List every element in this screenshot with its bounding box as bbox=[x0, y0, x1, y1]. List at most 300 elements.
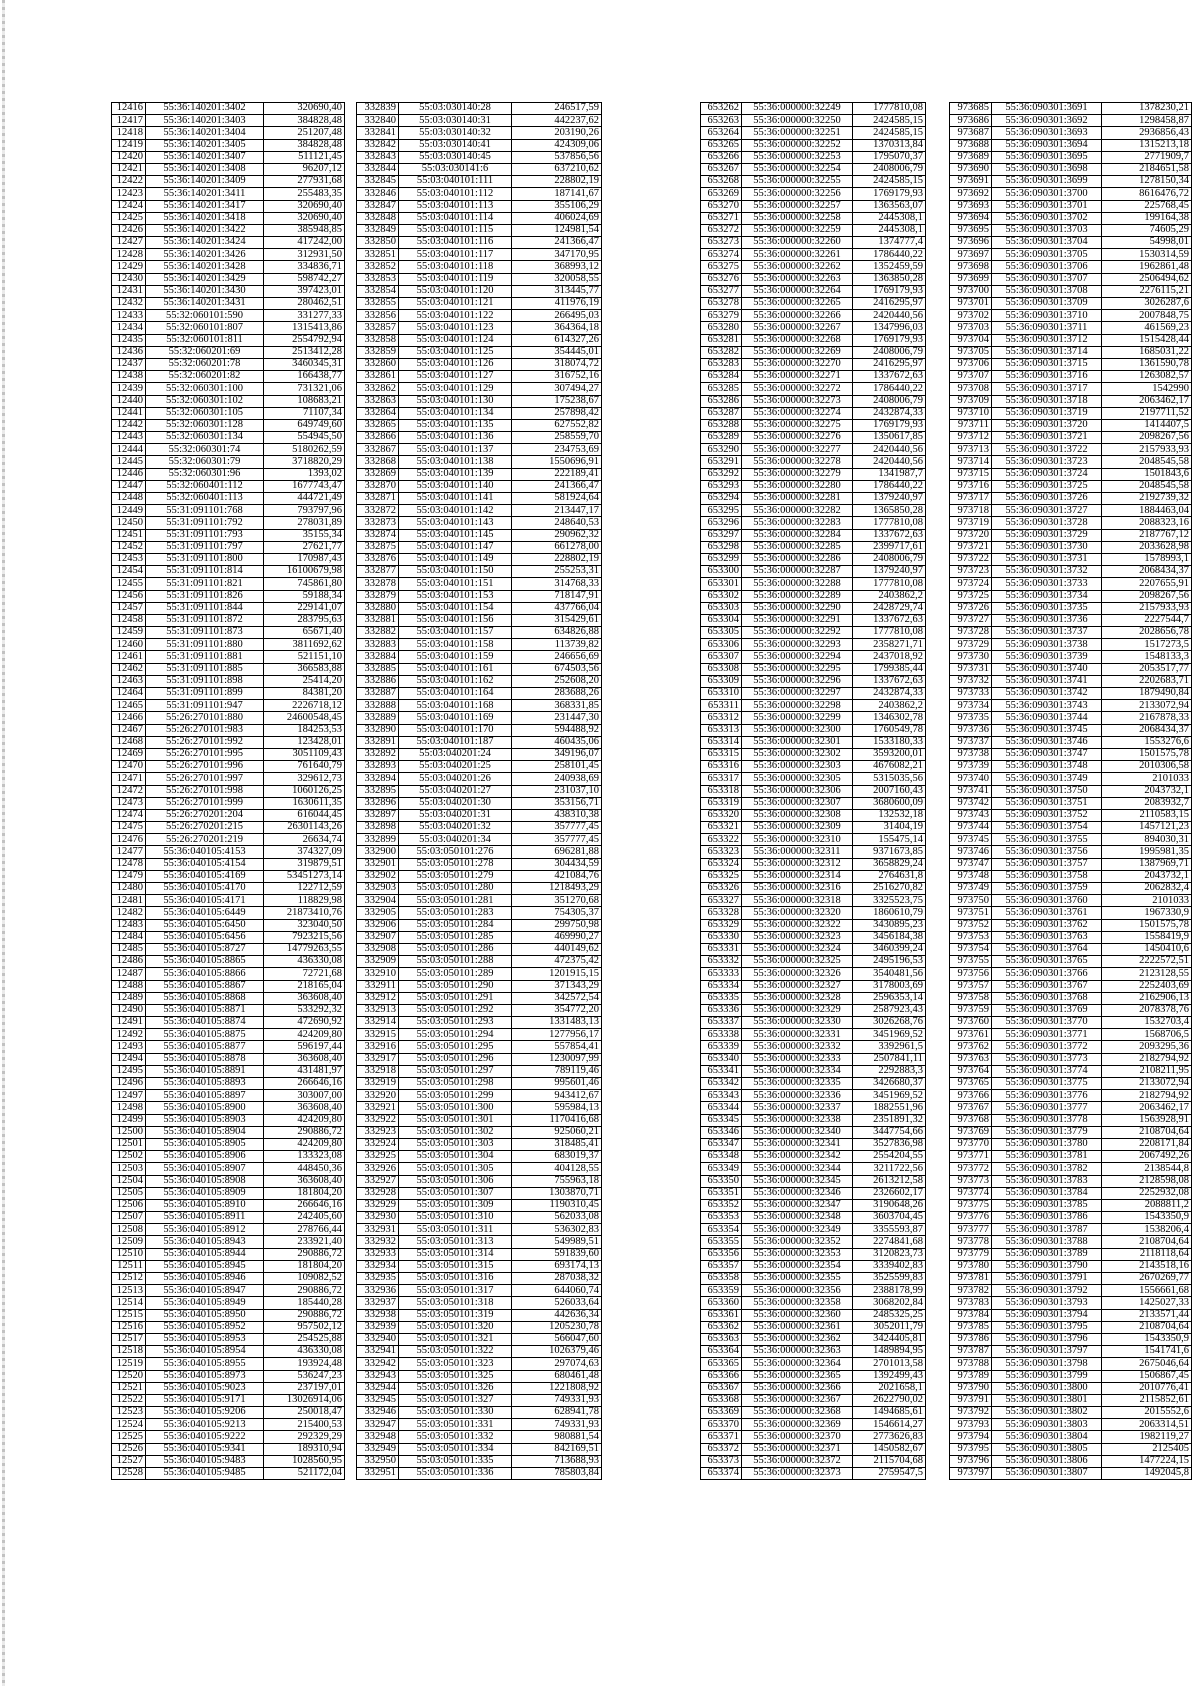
cadastral-value: 255253,31 bbox=[512, 566, 602, 578]
cadastral-value: 2292883,3 bbox=[853, 1065, 926, 1077]
table-row bbox=[701, 237, 926, 249]
row-number: 332875 bbox=[357, 541, 399, 553]
row-number: 332869 bbox=[357, 468, 399, 480]
cadastral-number: 55:31:091101:800 bbox=[146, 553, 264, 565]
row-number: 973708 bbox=[950, 383, 992, 395]
cadastral-value: 2670269,77 bbox=[1102, 1273, 1192, 1285]
cadastral-number: 55:32:060401:113 bbox=[146, 493, 264, 505]
row-number: 653298 bbox=[701, 541, 742, 553]
table-row bbox=[112, 761, 345, 773]
table-row bbox=[112, 602, 345, 614]
cadastral-value: 2192739,32 bbox=[1102, 493, 1192, 505]
cadastral-number: 55:36:090301:3797 bbox=[992, 1346, 1102, 1358]
row-number: 653269 bbox=[701, 188, 742, 200]
cadastral-value: 2108704,64 bbox=[1102, 1236, 1192, 1248]
cadastral-value: 957502,12 bbox=[264, 1321, 345, 1333]
table-row bbox=[357, 846, 602, 858]
cadastral-number: 55:36:000000:32337 bbox=[742, 1102, 853, 1114]
table-row bbox=[701, 358, 926, 370]
table-row bbox=[357, 895, 602, 907]
cadastral-number: 55:36:000000:32249 bbox=[742, 103, 853, 115]
cadastral-number: 55:31:091101:880 bbox=[146, 639, 264, 651]
row-number: 332935 bbox=[357, 1273, 399, 1285]
cadastral-value: 745861,80 bbox=[264, 578, 345, 590]
cadastral-number: 55:36:090301:3772 bbox=[992, 1041, 1102, 1053]
cadastral-value: 27621,77 bbox=[264, 541, 345, 553]
row-number: 973787 bbox=[950, 1346, 992, 1358]
table-row bbox=[701, 736, 926, 748]
cadastral-number: 55:03:040101:135 bbox=[399, 419, 512, 431]
row-number: 973699 bbox=[950, 273, 992, 285]
row-number: 332946 bbox=[357, 1407, 399, 1419]
table-row bbox=[950, 1431, 1192, 1443]
row-number: 653325 bbox=[701, 870, 742, 882]
row-number: 973694 bbox=[950, 212, 992, 224]
cadastral-value: 406024,69 bbox=[512, 212, 602, 224]
cadastral-value: 1278150,34 bbox=[1102, 176, 1192, 188]
cadastral-number: 55:36:000000:32358 bbox=[742, 1297, 853, 1309]
cadastral-value: 2088323,16 bbox=[1102, 517, 1192, 529]
row-number: 653372 bbox=[701, 1443, 742, 1455]
row-number: 12494 bbox=[112, 1053, 146, 1065]
cadastral-value: 2408006,79 bbox=[853, 163, 926, 175]
cadastral-value: 2115852,61 bbox=[1102, 1394, 1192, 1406]
table-row bbox=[950, 663, 1192, 675]
table-row bbox=[701, 1333, 926, 1345]
table-row bbox=[357, 371, 602, 383]
row-number: 973715 bbox=[950, 468, 992, 480]
table-row bbox=[112, 1151, 345, 1163]
table-row bbox=[950, 346, 1192, 358]
table-row bbox=[950, 1090, 1192, 1102]
cadastral-number: 55:36:000000:32279 bbox=[742, 468, 853, 480]
row-number: 973793 bbox=[950, 1419, 992, 1431]
table-row bbox=[112, 1407, 345, 1419]
table-row bbox=[701, 456, 926, 468]
table-row bbox=[950, 822, 1192, 834]
row-number: 973733 bbox=[950, 688, 992, 700]
cadastral-number: 55:03:050101:330 bbox=[399, 1407, 512, 1419]
row-number: 653280 bbox=[701, 322, 742, 334]
cadastral-value: 277931,68 bbox=[264, 176, 345, 188]
table-row bbox=[950, 1151, 1192, 1163]
row-number: 653356 bbox=[701, 1248, 742, 1260]
row-number: 973738 bbox=[950, 748, 992, 760]
cadastral-number: 55:03:040101:159 bbox=[399, 651, 512, 663]
row-number: 332916 bbox=[357, 1041, 399, 1053]
table-row bbox=[701, 651, 926, 663]
cadastral-value: 2063462,17 bbox=[1102, 1102, 1192, 1114]
table-row bbox=[112, 468, 345, 480]
cadastral-value: 2101033 bbox=[1102, 773, 1192, 785]
row-number: 653265 bbox=[701, 139, 742, 151]
row-number: 12430 bbox=[112, 273, 146, 285]
table-row bbox=[357, 103, 602, 115]
cadastral-value: 1542990 bbox=[1102, 383, 1192, 395]
row-number: 332951 bbox=[357, 1468, 399, 1480]
cadastral-value: 397423,01 bbox=[264, 285, 345, 297]
cadastral-value: 1685031,22 bbox=[1102, 346, 1192, 358]
cadastral-value: 166438,77 bbox=[264, 371, 345, 383]
cadastral-value: 318074,72 bbox=[512, 358, 602, 370]
cadastral-value: 2010306,58 bbox=[1102, 761, 1192, 773]
table-row bbox=[357, 651, 602, 663]
row-number: 332947 bbox=[357, 1419, 399, 1431]
row-number: 653307 bbox=[701, 651, 742, 663]
row-number: 653317 bbox=[701, 773, 742, 785]
cadastral-number: 55:36:000000:32273 bbox=[742, 395, 853, 407]
cadastral-number: 55:36:000000:32286 bbox=[742, 553, 853, 565]
row-number: 332920 bbox=[357, 1090, 399, 1102]
cadastral-number: 55:36:090301:3769 bbox=[992, 1004, 1102, 1016]
row-number: 12437 bbox=[112, 358, 146, 370]
cadastral-number: 55:36:090301:3716 bbox=[992, 371, 1102, 383]
row-number: 12475 bbox=[112, 822, 146, 834]
cadastral-number: 55:03:040101:141 bbox=[399, 493, 512, 505]
cadastral-number: 55:36:000000:32264 bbox=[742, 285, 853, 297]
cadastral-number: 55:03:040101:138 bbox=[399, 456, 512, 468]
cadastral-number: 55:36:000000:32299 bbox=[742, 712, 853, 724]
cadastral-value: 7923215,56 bbox=[264, 931, 345, 943]
cadastral-number: 55:36:090301:3794 bbox=[992, 1309, 1102, 1321]
cadastral-number: 55:36:090301:3761 bbox=[992, 907, 1102, 919]
cadastral-value: 2226718,12 bbox=[264, 700, 345, 712]
cadastral-value: 287038,32 bbox=[512, 1273, 602, 1285]
table-row bbox=[112, 1297, 345, 1309]
row-number: 973751 bbox=[950, 907, 992, 919]
cadastral-number: 55:36:090301:3743 bbox=[992, 700, 1102, 712]
cadastral-value: 1558419,9 bbox=[1102, 931, 1192, 943]
table-row bbox=[112, 773, 345, 785]
cadastral-value: 320690,40 bbox=[264, 103, 345, 115]
cadastral-number: 55:36:000000:32369 bbox=[742, 1419, 853, 1431]
cadastral-number: 55:36:000000:32294 bbox=[742, 651, 853, 663]
row-number: 12510 bbox=[112, 1248, 146, 1260]
table-row bbox=[950, 1370, 1192, 1382]
row-number: 12516 bbox=[112, 1321, 146, 1333]
table-row bbox=[112, 444, 345, 456]
table-row bbox=[701, 968, 926, 980]
cadastral-value: 749331,93 bbox=[512, 1419, 602, 1431]
table-row bbox=[950, 1212, 1192, 1224]
row-number: 973727 bbox=[950, 614, 992, 626]
cadastral-value: 674503,56 bbox=[512, 663, 602, 675]
cadastral-value: 472690,92 bbox=[264, 1017, 345, 1029]
cadastral-number: 55:36:140201:3411 bbox=[146, 188, 264, 200]
cadastral-number: 55:36:090301:3803 bbox=[992, 1419, 1102, 1431]
row-number: 653340 bbox=[701, 1053, 742, 1065]
cadastral-value: 469990,27 bbox=[512, 931, 602, 943]
cadastral-number: 55:36:090301:3795 bbox=[992, 1321, 1102, 1333]
cadastral-number: 55:36:090301:3755 bbox=[992, 834, 1102, 846]
cadastral-value: 2125405 bbox=[1102, 1443, 1192, 1455]
cadastral-number: 55:36:040105:8893 bbox=[146, 1078, 264, 1090]
row-number: 973698 bbox=[950, 261, 992, 273]
cadastral-number: 55:36:000000:32329 bbox=[742, 1004, 853, 1016]
row-number: 973788 bbox=[950, 1358, 992, 1370]
row-number: 12526 bbox=[112, 1443, 146, 1455]
cadastral-value: 3680600,09 bbox=[853, 797, 926, 809]
row-number: 332897 bbox=[357, 809, 399, 821]
row-number: 332937 bbox=[357, 1297, 399, 1309]
cadastral-value: 1517273,5 bbox=[1102, 639, 1192, 651]
row-number: 653350 bbox=[701, 1175, 742, 1187]
cadastral-number: 55:03:040101:162 bbox=[399, 675, 512, 687]
row-number: 332862 bbox=[357, 383, 399, 395]
row-number: 332867 bbox=[357, 444, 399, 456]
cadastral-number: 55:03:050101:290 bbox=[399, 980, 512, 992]
cadastral-value: 595984,13 bbox=[512, 1102, 602, 1114]
cadastral-number: 55:36:140201:3417 bbox=[146, 200, 264, 212]
cadastral-value: 318485,41 bbox=[512, 1138, 602, 1150]
cadastral-value: 1786440,22 bbox=[853, 480, 926, 492]
cadastral-value: 371343,29 bbox=[512, 980, 602, 992]
cadastral-number: 55:36:040105:8867 bbox=[146, 980, 264, 992]
table-row bbox=[357, 163, 602, 175]
table-row bbox=[357, 1029, 602, 1041]
cadastral-value: 554945,50 bbox=[264, 432, 345, 444]
row-number: 332886 bbox=[357, 675, 399, 687]
cadastral-value: 2048545,58 bbox=[1102, 480, 1192, 492]
cadastral-number: 55:36:040105:4170 bbox=[146, 883, 264, 895]
cadastral-value: 526033,64 bbox=[512, 1297, 602, 1309]
row-number: 973710 bbox=[950, 407, 992, 419]
cadastral-number: 55:03:040101:134 bbox=[399, 407, 512, 419]
row-number: 12495 bbox=[112, 1065, 146, 1077]
cadastral-value: 283688,26 bbox=[512, 688, 602, 700]
row-number: 973748 bbox=[950, 870, 992, 882]
table-row bbox=[357, 176, 602, 188]
table-row bbox=[701, 943, 926, 955]
table-row bbox=[357, 1041, 602, 1053]
table-row bbox=[357, 553, 602, 565]
row-number: 653267 bbox=[701, 163, 742, 175]
row-number: 332847 bbox=[357, 200, 399, 212]
row-number: 332898 bbox=[357, 822, 399, 834]
table-row bbox=[357, 456, 602, 468]
table-row bbox=[701, 1212, 926, 1224]
cadastral-value: 181804,20 bbox=[264, 1187, 345, 1199]
table-row bbox=[357, 1358, 602, 1370]
table-row bbox=[112, 700, 345, 712]
cadastral-value: 2420440,56 bbox=[853, 456, 926, 468]
cadastral-number: 55:36:090301:3745 bbox=[992, 724, 1102, 736]
cadastral-value: 8616476,72 bbox=[1102, 188, 1192, 200]
cadastral-number: 55:36:090301:3731 bbox=[992, 553, 1102, 565]
table-row bbox=[950, 1224, 1192, 1236]
cadastral-value: 1543350,9 bbox=[1102, 1333, 1192, 1345]
row-number: 653312 bbox=[701, 712, 742, 724]
cadastral-number: 55:36:040105:9483 bbox=[146, 1455, 264, 1467]
cadastral-value: 444721,49 bbox=[264, 493, 345, 505]
row-number: 332856 bbox=[357, 310, 399, 322]
row-number: 973762 bbox=[950, 1041, 992, 1053]
cadastral-number: 55:36:000000:32251 bbox=[742, 127, 853, 139]
row-number: 332914 bbox=[357, 1017, 399, 1029]
cadastral-value: 1879490,84 bbox=[1102, 688, 1192, 700]
cadastral-value: 170987,43 bbox=[264, 553, 345, 565]
cadastral-value: 353156,71 bbox=[512, 797, 602, 809]
cadastral-value: 1760549,78 bbox=[853, 724, 926, 736]
row-number: 332909 bbox=[357, 956, 399, 968]
row-number: 332880 bbox=[357, 602, 399, 614]
cadastral-number: 55:36:040105:8903 bbox=[146, 1114, 264, 1126]
row-number: 973712 bbox=[950, 432, 992, 444]
row-number: 12433 bbox=[112, 310, 146, 322]
cadastral-number: 55:03:050101:293 bbox=[399, 1017, 512, 1029]
table-row bbox=[950, 517, 1192, 529]
row-number: 973740 bbox=[950, 773, 992, 785]
row-number: 973717 bbox=[950, 493, 992, 505]
cadastral-number: 55:36:000000:32274 bbox=[742, 407, 853, 419]
cadastral-number: 55:32:060201:69 bbox=[146, 346, 264, 358]
table-row bbox=[950, 310, 1192, 322]
table-row bbox=[357, 383, 602, 395]
table-row bbox=[112, 809, 345, 821]
cadastral-value: 2416295,97 bbox=[853, 298, 926, 310]
row-number: 12472 bbox=[112, 785, 146, 797]
row-number: 332896 bbox=[357, 797, 399, 809]
row-number: 653370 bbox=[701, 1419, 742, 1431]
cadastral-number: 55:36:040105:8907 bbox=[146, 1163, 264, 1175]
table-row bbox=[950, 1004, 1192, 1016]
row-number: 12521 bbox=[112, 1382, 146, 1394]
cadastral-number: 55:03:040101:130 bbox=[399, 395, 512, 407]
table-row bbox=[950, 1029, 1192, 1041]
table-row bbox=[357, 1078, 602, 1090]
table-row bbox=[950, 553, 1192, 565]
row-number: 653305 bbox=[701, 627, 742, 639]
cadastral-number: 55:03:050101:325 bbox=[399, 1370, 512, 1382]
cadastral-value: 1533180,33 bbox=[853, 736, 926, 748]
table-row bbox=[112, 432, 345, 444]
cadastral-number: 55:36:000000:32268 bbox=[742, 334, 853, 346]
cadastral-value: 374327,09 bbox=[264, 846, 345, 858]
cadastral-value: 354445,01 bbox=[512, 346, 602, 358]
row-number: 12468 bbox=[112, 736, 146, 748]
cadastral-number: 55:36:000000:32325 bbox=[742, 956, 853, 968]
cadastral-number: 55:03:030140:41 bbox=[399, 139, 512, 151]
row-number: 332839 bbox=[357, 103, 399, 115]
cadastral-value: 363608,40 bbox=[264, 1102, 345, 1114]
cadastral-number: 55:36:000000:32265 bbox=[742, 298, 853, 310]
table-row bbox=[701, 1187, 926, 1199]
table-row bbox=[950, 1419, 1192, 1431]
table-row bbox=[357, 1297, 602, 1309]
table-row bbox=[701, 1346, 926, 1358]
cadastral-value: 2101033 bbox=[1102, 895, 1192, 907]
row-number: 653327 bbox=[701, 895, 742, 907]
cadastral-value: 2759547,5 bbox=[853, 1468, 926, 1480]
row-number: 12518 bbox=[112, 1346, 146, 1358]
cadastral-value: 241366,47 bbox=[512, 480, 602, 492]
cadastral-number: 55:36:000000:32260 bbox=[742, 237, 853, 249]
table-row bbox=[357, 407, 602, 419]
row-number: 973736 bbox=[950, 724, 992, 736]
row-number: 653334 bbox=[701, 980, 742, 992]
row-number: 332866 bbox=[357, 432, 399, 444]
cadastral-number: 55:36:090301:3773 bbox=[992, 1053, 1102, 1065]
table-row bbox=[701, 188, 926, 200]
row-number: 653278 bbox=[701, 298, 742, 310]
cadastral-value: 3527836,98 bbox=[853, 1138, 926, 1150]
cadastral-value: 2936856,43 bbox=[1102, 127, 1192, 139]
cadastral-number: 55:32:060101:811 bbox=[146, 334, 264, 346]
cadastral-value: 199164,38 bbox=[1102, 212, 1192, 224]
cadastral-value: 1494685,61 bbox=[853, 1407, 926, 1419]
table-row bbox=[112, 407, 345, 419]
table-row bbox=[950, 1102, 1192, 1114]
row-number: 12473 bbox=[112, 797, 146, 809]
table-row bbox=[701, 797, 926, 809]
table-row bbox=[950, 224, 1192, 236]
row-number: 332887 bbox=[357, 688, 399, 700]
row-number: 332901 bbox=[357, 858, 399, 870]
row-number: 653291 bbox=[701, 456, 742, 468]
row-number: 332944 bbox=[357, 1382, 399, 1394]
cadastral-value: 1543350,9 bbox=[1102, 1212, 1192, 1224]
table-row bbox=[701, 639, 926, 651]
cadastral-number: 55:36:090301:3693 bbox=[992, 127, 1102, 139]
cadastral-value: 1337672,63 bbox=[853, 529, 926, 541]
row-number: 12458 bbox=[112, 614, 146, 626]
row-number: 12497 bbox=[112, 1090, 146, 1102]
cadastral-value: 713688,93 bbox=[512, 1455, 602, 1467]
cadastral-number: 55:36:090301:3798 bbox=[992, 1358, 1102, 1370]
cadastral-value: 661278,00 bbox=[512, 541, 602, 553]
table-row bbox=[112, 517, 345, 529]
cadastral-number: 55:36:040105:8947 bbox=[146, 1285, 264, 1297]
cadastral-value: 2554204,55 bbox=[853, 1151, 926, 1163]
cadastral-value: 2043732,1 bbox=[1102, 785, 1192, 797]
cadastral-value: 3718820,29 bbox=[264, 456, 345, 468]
table-row bbox=[112, 846, 345, 858]
table-row bbox=[357, 1017, 602, 1029]
table-row bbox=[701, 748, 926, 760]
cadastral-number: 55:03:050101:291 bbox=[399, 992, 512, 1004]
table-row bbox=[112, 1175, 345, 1187]
cadastral-number: 55:36:000000:32326 bbox=[742, 968, 853, 980]
table-row bbox=[950, 1017, 1192, 1029]
row-number: 973752 bbox=[950, 919, 992, 931]
cadastral-value: 357777,45 bbox=[512, 834, 602, 846]
cadastral-value: 424209,80 bbox=[264, 1029, 345, 1041]
table-row bbox=[112, 1382, 345, 1394]
cadastral-number: 55:03:050101:331 bbox=[399, 1419, 512, 1431]
cadastral-number: 55:26:270201:215 bbox=[146, 822, 264, 834]
table-row bbox=[112, 651, 345, 663]
cadastral-value: 13026914,06 bbox=[264, 1394, 345, 1406]
row-number: 653304 bbox=[701, 614, 742, 626]
row-number: 973737 bbox=[950, 736, 992, 748]
cadastral-value: 2773626,83 bbox=[853, 1431, 926, 1443]
table-row bbox=[357, 1260, 602, 1272]
table-row bbox=[950, 163, 1192, 175]
row-number: 973721 bbox=[950, 541, 992, 553]
row-number: 653329 bbox=[701, 919, 742, 931]
cadastral-number: 55:36:040105:4153 bbox=[146, 846, 264, 858]
cadastral-value: 2088811,2 bbox=[1102, 1199, 1192, 1211]
cadastral-value: 2108704,64 bbox=[1102, 1126, 1192, 1138]
table-row bbox=[701, 163, 926, 175]
cadastral-number: 55:36:000000:32373 bbox=[742, 1468, 853, 1480]
cadastral-value: 228802,19 bbox=[512, 176, 602, 188]
cadastral-number: 55:31:091101:821 bbox=[146, 578, 264, 590]
cadastral-value: 594488,92 bbox=[512, 724, 602, 736]
table-row bbox=[112, 493, 345, 505]
row-number: 332904 bbox=[357, 895, 399, 907]
row-number: 12470 bbox=[112, 761, 146, 773]
